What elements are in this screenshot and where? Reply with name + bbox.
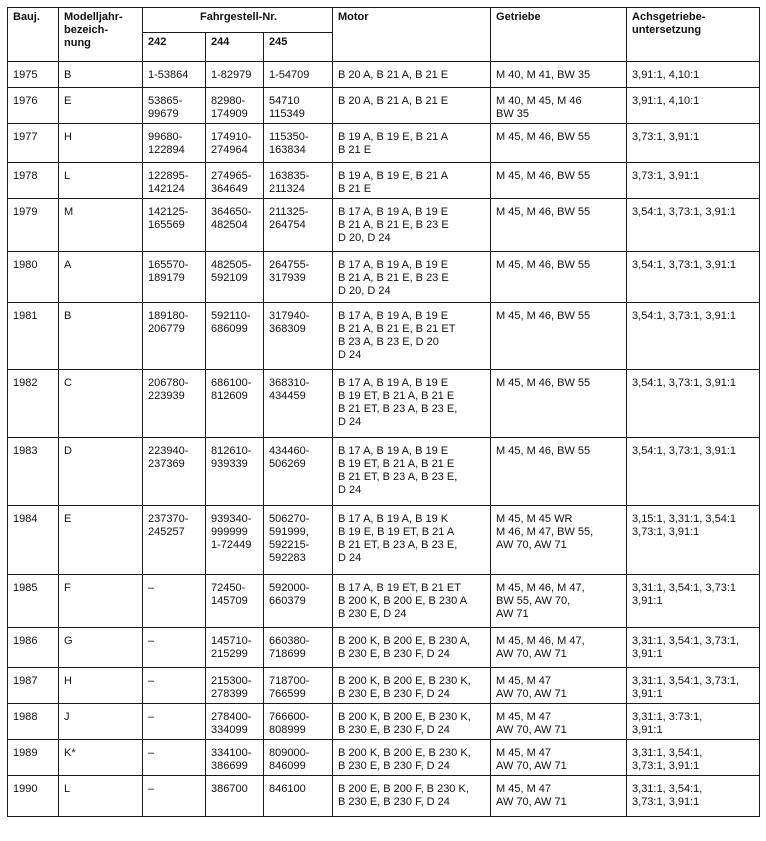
cell-modelljahr: K* — [59, 740, 143, 776]
cell-motor: B 200 E, B 200 F, B 230 K, B 230 E, B 230 F, D 24 — [333, 776, 491, 817]
cell-modelljahr: E — [59, 88, 143, 124]
cell-getriebe: M 45, M 47 AW 70, AW 71 — [491, 668, 627, 704]
cell-getriebe: M 45, M 46, BW 55 — [491, 370, 627, 438]
cell-245: 592000- 660379 — [264, 575, 333, 628]
cell-242: – — [143, 628, 206, 668]
table-row — [8, 506, 760, 575]
cell-244: 686100- 812609 — [206, 370, 264, 438]
cell-motor: B 19 A, B 19 E, B 21 A B 21 E — [333, 124, 491, 163]
cell-achsgetriebe: 3,31:1, 3,54:1, 3,73:1, 3,91:1 — [627, 776, 760, 817]
cell-achsgetriebe: 3,54:1, 3,73:1, 3,91:1 — [627, 370, 760, 438]
header-motor: Motor — [333, 8, 491, 62]
cell-motor: B 17 A, B 19 A, B 19 E B 19 ET, B 21 A, B 21 E B 21 ET, B 23 A, B 23 E, D 24 — [333, 370, 491, 438]
cell-242: – — [143, 668, 206, 704]
cell-245: 1-54709 — [264, 62, 333, 88]
cell-baujahr: 1984 — [8, 506, 59, 575]
cell-245: 660380- 718699 — [264, 628, 333, 668]
cell-baujahr: 1981 — [8, 303, 59, 370]
cell-242: – — [143, 740, 206, 776]
header-244: 244 — [206, 33, 264, 62]
cell-245: 718700- 766599 — [264, 668, 333, 704]
cell-modelljahr: G — [59, 628, 143, 668]
cell-baujahr: 1990 — [8, 776, 59, 817]
cell-242: 206780- 223939 — [143, 370, 206, 438]
cell-getriebe: M 45, M 46, BW 55 — [491, 252, 627, 303]
cell-245: 115350- 163834 — [264, 124, 333, 163]
table-row — [8, 740, 760, 776]
cell-245: 434460- 506269 — [264, 438, 333, 506]
table-row — [8, 124, 760, 163]
cell-244: 939340- 999999 1-72449 — [206, 506, 264, 575]
cell-getriebe: M 45, M 46, BW 55 — [491, 163, 627, 199]
cell-motor: B 200 K, B 200 E, B 230 A, B 230 E, B 230 F, D 24 — [333, 628, 491, 668]
cell-baujahr: 1978 — [8, 163, 59, 199]
table-row — [8, 88, 760, 124]
header-245: 245 — [264, 33, 333, 62]
cell-245: 766600- 808999 — [264, 704, 333, 740]
cell-achsgetriebe: 3,54:1, 3,73:1, 3,91:1 — [627, 252, 760, 303]
table-row — [8, 628, 760, 668]
cell-242: 189180- 206779 — [143, 303, 206, 370]
cell-modelljahr: A — [59, 252, 143, 303]
cell-baujahr: 1983 — [8, 438, 59, 506]
cell-getriebe: M 45, M 46, M 47, AW 70, AW 71 — [491, 628, 627, 668]
cell-achsgetriebe: 3,73:1, 3,91:1 — [627, 163, 760, 199]
cell-modelljahr: H — [59, 668, 143, 704]
table-row — [8, 575, 760, 628]
table-row — [8, 776, 760, 817]
cell-modelljahr: B — [59, 303, 143, 370]
cell-245: 368310- 434459 — [264, 370, 333, 438]
cell-modelljahr: D — [59, 438, 143, 506]
cell-244: 592110- 686099 — [206, 303, 264, 370]
cell-242: – — [143, 776, 206, 817]
cell-244: 334100- 386699 — [206, 740, 264, 776]
cell-242: 165570- 189179 — [143, 252, 206, 303]
cell-245: 211325- 264754 — [264, 199, 333, 252]
cell-motor: B 17 A, B 19 A, B 19 E B 21 A, B 21 E, B 21 ET B 23 A, B 23 E, D 20 D 24 — [333, 303, 491, 370]
cell-achsgetriebe: 3,91:1, 4,10:1 — [627, 62, 760, 88]
cell-244: 274965- 364649 — [206, 163, 264, 199]
cell-motor: B 200 K, B 200 E, B 230 K, B 230 E, B 230 F, D 24 — [333, 704, 491, 740]
cell-244: 482505- 592109 — [206, 252, 264, 303]
table-row — [8, 370, 760, 438]
cell-achsgetriebe: 3,73:1, 3,91:1 — [627, 124, 760, 163]
cell-244: 1-82979 — [206, 62, 264, 88]
cell-242: – — [143, 704, 206, 740]
header-baujahr: Bauj. — [8, 8, 59, 62]
cell-getriebe: M 45, M 46, M 47, BW 55, AW 70, AW 71 — [491, 575, 627, 628]
cell-baujahr: 1980 — [8, 252, 59, 303]
table-row — [8, 163, 760, 199]
cell-242: 99680- 122894 — [143, 124, 206, 163]
cell-245: 163835- 211324 — [264, 163, 333, 199]
cell-242: 237370- 245257 — [143, 506, 206, 575]
cell-modelljahr: M — [59, 199, 143, 252]
cell-achsgetriebe: 3,91:1, 4,10:1 — [627, 88, 760, 124]
cell-getriebe: M 45, M 47 AW 70, AW 71 — [491, 776, 627, 817]
cell-motor: B 17 A, B 19 A, B 19 E B 21 A, B 21 E, B 23 E D 20, D 24 — [333, 252, 491, 303]
cell-242: 142125- 165569 — [143, 199, 206, 252]
header-modelljahr: Modelljahr- bezeich- nung — [59, 8, 143, 62]
cell-achsgetriebe: 3,31:1, 3,54:1, 3,73:1, 3,91:1 — [627, 740, 760, 776]
cell-motor: B 17 A, B 19 A, B 19 E B 21 A, B 21 E, B 23 E D 20, D 24 — [333, 199, 491, 252]
cell-242: – — [143, 575, 206, 628]
cell-achsgetriebe: 3,54:1, 3,73:1, 3,91:1 — [627, 438, 760, 506]
cell-getriebe: M 45, M 46, BW 55 — [491, 438, 627, 506]
cell-achsgetriebe: 3,31:1, 3,54:1, 3,73:1, 3,91:1 — [627, 668, 760, 704]
cell-244: 72450- 145709 — [206, 575, 264, 628]
cell-getriebe: M 45, M 46, BW 55 — [491, 303, 627, 370]
cell-achsgetriebe: 3,31:1, 3,54:1, 3,73:1 3,91:1 — [627, 575, 760, 628]
cell-244: 278400- 334099 — [206, 704, 264, 740]
cell-baujahr: 1975 — [8, 62, 59, 88]
cell-244: 812610- 939339 — [206, 438, 264, 506]
cell-244: 215300- 278399 — [206, 668, 264, 704]
cell-245: 846100 — [264, 776, 333, 817]
header-242: 242 — [143, 33, 206, 62]
header-fahrgestell: Fahrgestell-Nr. — [143, 8, 333, 33]
cell-getriebe: M 40, M 45, M 46 BW 35 — [491, 88, 627, 124]
cell-motor: B 19 A, B 19 E, B 21 A B 21 E — [333, 163, 491, 199]
table-row — [8, 252, 760, 303]
cell-baujahr: 1976 — [8, 88, 59, 124]
cell-modelljahr: C — [59, 370, 143, 438]
cell-244: 386700 — [206, 776, 264, 817]
cell-achsgetriebe: 3,15:1, 3,31:1, 3,54:1 3,73:1, 3,91:1 — [627, 506, 760, 575]
cell-motor: B 17 A, B 19 A, B 19 K B 19 E, B 19 ET, B 21 A B 21 ET, B 23 A, B 23 E, D 24 — [333, 506, 491, 575]
cell-motor: B 20 A, B 21 A, B 21 E — [333, 62, 491, 88]
cell-motor: B 200 K, B 200 E, B 230 K, B 230 E, B 230 F, D 24 — [333, 740, 491, 776]
cell-achsgetriebe: 3,54:1, 3,73:1, 3,91:1 — [627, 303, 760, 370]
cell-baujahr: 1986 — [8, 628, 59, 668]
cell-getriebe: M 45, M 47 AW 70, AW 71 — [491, 740, 627, 776]
header-achsgetriebe: Achsgetriebe- untersetzung — [627, 8, 760, 62]
table-row — [8, 62, 760, 88]
cell-baujahr: 1985 — [8, 575, 59, 628]
cell-motor: B 17 A, B 19 ET, B 21 ET B 200 K, B 200 E, B 230 A B 230 E, D 24 — [333, 575, 491, 628]
cell-244: 82980- 174909 — [206, 88, 264, 124]
table-row — [8, 438, 760, 506]
cell-motor: B 200 K, B 200 E, B 230 K, B 230 E, B 230 F, D 24 — [333, 668, 491, 704]
cell-motor: B 20 A, B 21 A, B 21 E — [333, 88, 491, 124]
cell-achsgetriebe: 3,54:1, 3,73:1, 3,91:1 — [627, 199, 760, 252]
cell-245: 506270- 591999, 592215- 592283 — [264, 506, 333, 575]
cell-getriebe: M 40, M 41, BW 35 — [491, 62, 627, 88]
cell-modelljahr: E — [59, 506, 143, 575]
cell-modelljahr: B — [59, 62, 143, 88]
table-body — [8, 62, 760, 817]
cell-245: 317940- 368309 — [264, 303, 333, 370]
cell-242: 223940- 237369 — [143, 438, 206, 506]
cell-244: 364650- 482504 — [206, 199, 264, 252]
cell-modelljahr: L — [59, 776, 143, 817]
vehicle-spec-table — [7, 7, 760, 817]
cell-achsgetriebe: 3,31:1, 3,54:1, 3,73:1, 3,91:1 — [627, 628, 760, 668]
header-getriebe: Getriebe — [491, 8, 627, 62]
cell-getriebe: M 45, M 46, BW 55 — [491, 199, 627, 252]
cell-getriebe: M 45, M 46, BW 55 — [491, 124, 627, 163]
table-row — [8, 199, 760, 252]
cell-245: 809000- 846099 — [264, 740, 333, 776]
cell-motor: B 17 A, B 19 A, B 19 E B 19 ET, B 21 A, B 21 E B 21 ET, B 23 A, B 23 E, D 24 — [333, 438, 491, 506]
cell-245: 54710 115349 — [264, 88, 333, 124]
cell-242: 1-53864 — [143, 62, 206, 88]
cell-244: 145710- 215299 — [206, 628, 264, 668]
cell-244: 174910- 274964 — [206, 124, 264, 163]
cell-242: 122895- 142124 — [143, 163, 206, 199]
table-row — [8, 303, 760, 370]
cell-getriebe: M 45, M 47 AW 70, AW 71 — [491, 704, 627, 740]
cell-baujahr: 1989 — [8, 740, 59, 776]
table-row — [8, 704, 760, 740]
cell-baujahr: 1988 — [8, 704, 59, 740]
table-row — [8, 668, 760, 704]
cell-modelljahr: H — [59, 124, 143, 163]
cell-baujahr: 1977 — [8, 124, 59, 163]
cell-242: 53865- 99679 — [143, 88, 206, 124]
cell-245: 264755- 317939 — [264, 252, 333, 303]
cell-modelljahr: J — [59, 704, 143, 740]
cell-getriebe: M 45, M 45 WR M 46, M 47, BW 55, AW 70, AW 71 — [491, 506, 627, 575]
cell-baujahr: 1987 — [8, 668, 59, 704]
cell-baujahr: 1979 — [8, 199, 59, 252]
cell-modelljahr: L — [59, 163, 143, 199]
cell-modelljahr: F — [59, 575, 143, 628]
cell-achsgetriebe: 3,31:1, 3:73:1, 3,91:1 — [627, 704, 760, 740]
cell-baujahr: 1982 — [8, 370, 59, 438]
